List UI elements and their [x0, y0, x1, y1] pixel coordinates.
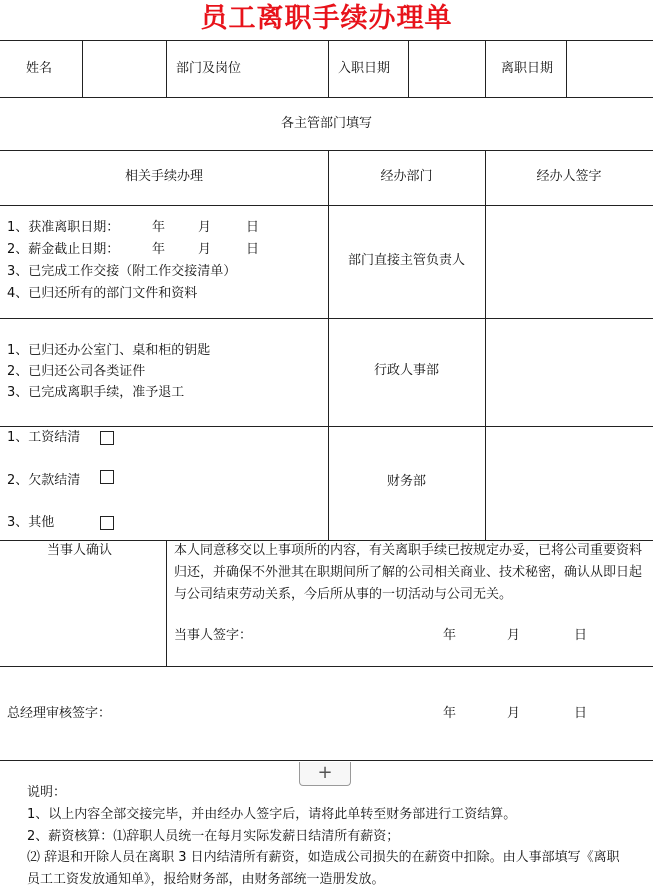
signer-signature-field[interactable] — [486, 427, 652, 539]
dept-name: 部门直接主管负责人 — [347, 253, 465, 268]
dept-name: 行政人事部 — [373, 363, 439, 378]
dept-position-field[interactable] — [247, 41, 327, 96]
rule — [0, 97, 653, 98]
signer-signature-field[interactable] — [486, 206, 652, 317]
procedure-item: 3、其他 — [7, 515, 55, 530]
gm-sign-label: 总经理审核签字： — [7, 706, 112, 721]
rule — [485, 40, 486, 97]
rule — [0, 760, 653, 761]
rule — [0, 150, 653, 151]
debt-settled-checkbox[interactable] — [100, 470, 114, 484]
procedure-item: 2、薪金截止日期： — [7, 242, 120, 257]
year-label: 年 — [443, 706, 457, 721]
rule — [328, 40, 329, 97]
procedure-item: 3、已完成工作交接（附工作交接清单） — [7, 264, 237, 279]
party-confirm-label: 当事人确认 — [47, 543, 113, 558]
name-field[interactable] — [83, 41, 165, 96]
rule — [0, 666, 653, 667]
note-line: 2、薪资核算：⑴辞职人员统一在每月实际发薪日结清所有薪资； — [27, 829, 400, 844]
entry-date-label: 入职日期 — [338, 61, 391, 76]
signer-signature-field[interactable] — [486, 319, 652, 425]
year-label: 年 — [443, 628, 457, 643]
procedure-item: 3、已完成离职手续，准予退工 — [7, 385, 185, 400]
add-row-button[interactable]: + — [299, 762, 351, 786]
rule — [166, 540, 167, 666]
procedure-item: 1、工资结清 — [7, 430, 81, 445]
procedure-item: 1、已归还办公室门、桌和柜的钥匙 — [7, 343, 211, 358]
month-label: 月 — [507, 628, 521, 643]
leave-date-field[interactable] — [567, 41, 652, 96]
col-dept-header: 经办部门 — [380, 169, 433, 184]
year-label: 年 — [152, 220, 166, 235]
party-statement: 本人同意移交以上事项所的内容，有关离职手续已按规定办妥，已将公司重要资料归还，并确保不外泄其在职期间所了解的公司相关商业、技术秘密，确认从即日起与公司结束劳动关系，今后所从事的一切活动与公司无关。 — [174, 543, 643, 602]
note-line: ⑵ 辞退和开除人员在离职 3 日内结清所有薪资，如造成公司损失的在薪资中扣除。由人事部填写《离职员工工资发放通知单》，报给财务部，由财务部统一造册发放。 — [27, 850, 620, 887]
leave-date-label: 离职日期 — [501, 61, 554, 76]
col-procedure-header: 相关手续办理 — [124, 169, 203, 184]
section-title: 各主管部门填写 — [280, 116, 372, 131]
day-label: 日 — [574, 628, 588, 643]
note-line: 1、以上内容全部交接完毕，并由经办人签字后，请将此单转至财务部进行工资结算。 — [27, 807, 517, 822]
day-label: 日 — [574, 706, 588, 721]
notes-heading: 说明： — [27, 785, 67, 800]
year-label: 年 — [152, 242, 166, 257]
procedure-item: 2、欠款结清 — [7, 473, 81, 488]
other-checkbox[interactable] — [100, 516, 114, 530]
month-label: 月 — [507, 706, 521, 721]
rule — [166, 40, 167, 97]
dept-name: 财务部 — [386, 474, 426, 489]
procedure-item: 4、已归还所有的部门文件和资料 — [7, 286, 198, 301]
page-title: 员工离职手续办理单 — [200, 3, 453, 34]
party-sign-label: 当事人签字： — [174, 628, 253, 643]
day-label: 日 — [246, 220, 260, 235]
month-label: 月 — [198, 220, 212, 235]
name-label: 姓名 — [26, 61, 53, 76]
party-signature-field[interactable] — [260, 622, 430, 648]
month-label: 月 — [198, 242, 212, 257]
gm-signature-field[interactable] — [125, 700, 425, 726]
salary-settled-checkbox[interactable] — [100, 431, 114, 445]
procedure-item: 2、已归还公司各类证件 — [7, 364, 146, 379]
entry-date-field[interactable] — [409, 41, 484, 96]
dept-position-label: 部门及岗位 — [176, 61, 242, 76]
procedure-item: 1、获准离职日期： — [7, 220, 120, 235]
day-label: 日 — [246, 242, 260, 257]
col-signer-header: 经办人签字 — [536, 169, 602, 184]
